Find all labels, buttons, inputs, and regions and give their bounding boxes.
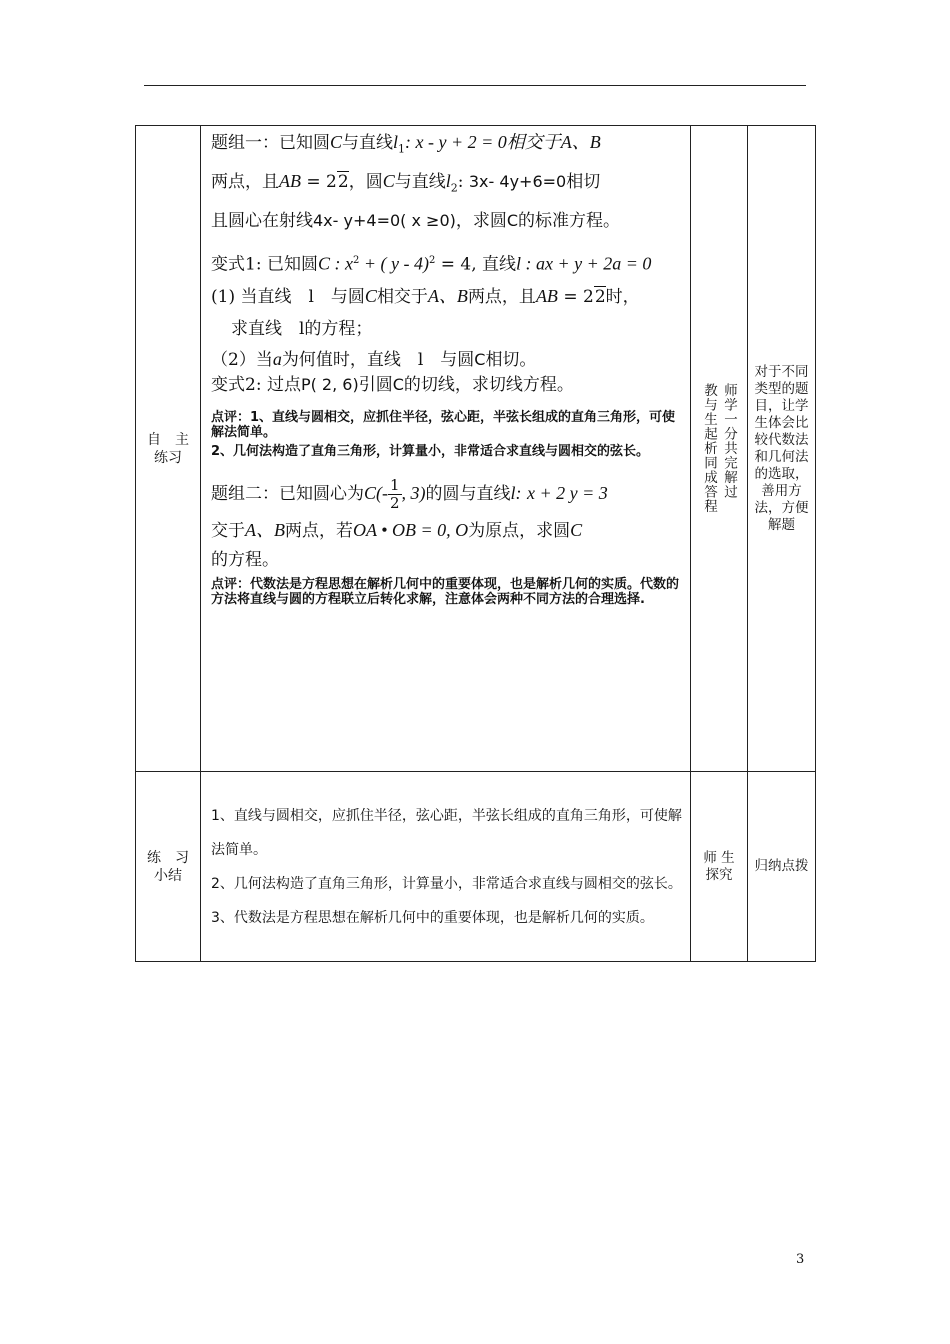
page-number: 3: [796, 1252, 805, 1267]
variant2: 变式2: 过点P( 2, 6)引圆C的切线，求切线方程。: [211, 375, 574, 396]
group2-problem: 题组二：已知圆心为C(- $\frac{1}{2}$ , 3)的圆与直线l: x + 2 y = 3 交于A、B两点，若OA • OB = 0, O为原点，求圆C 的方程。: [211, 476, 608, 571]
activity-cell: 师 生探究: [691, 772, 748, 962]
practice-content: [201, 126, 691, 772]
row-label-summary: 练 习 小结: [136, 772, 201, 962]
table-row: [136, 126, 816, 772]
purpose-cell: 对于不同类型的题目，让学生体会比较代数法和几何法的选取，善用方法，方便解题: [748, 126, 816, 772]
variant1: 变式1: 已知圆C : $x^2$ + ( y - 4)$^2$ = 4, 直线l : ax + y + 2a = 0 (1) 当直线 l 与圆C相交于A、B两点，且AB = 22时， 求直线 l的方程； （2）当a为何值时，直线 l 与圆C相切。: [211, 253, 652, 371]
comment2: 点评：代数法是方程思想在解析几何中的重要体现，也是解析几何的实质。代数的方法将直线与圆的方程联立后转化求解，注意体会两种不同方法的合理选择.: [211, 577, 680, 608]
lesson-table: [135, 125, 816, 962]
comment1: 点评：1、直线与圆相交，应抓住半径，弦心距，半弦长组成的直角三角形，可使解法简单。 2、几何法构造了直角三角形，计算量小，非常适合求直线与圆相交的弦长。: [211, 410, 676, 460]
header-rule: [144, 85, 806, 86]
table-row: [136, 772, 816, 962]
group1-problem: 题组一：已知圆C与直线$l_1$: x - y + 2 = 0相交于A、B 两点，且AB = 22，圆C与直线$l_2$: 3x- 4y+6=0相切 且圆心在射线4x- y+4=0( x ≥0)，求圆C的标准方程。: [211, 132, 621, 231]
purpose-cell: 归纳点拨: [748, 772, 816, 962]
activity-cell: 师学一分共完解过 教与生起析同成答程: [691, 126, 748, 772]
row-label-practice: 自 主 练习: [136, 126, 201, 772]
summary-content: 1、直线与圆相交，应抓住半径，弦心距，半弦长组成的直角三角形，可使解法简单。 2、几何法构造了直角三角形，计算量小，非常适合求直线与圆相交的弦长。 3、代数法是方程思想在解析几何中的重要体现，也是解析几何的实质。: [201, 772, 691, 962]
